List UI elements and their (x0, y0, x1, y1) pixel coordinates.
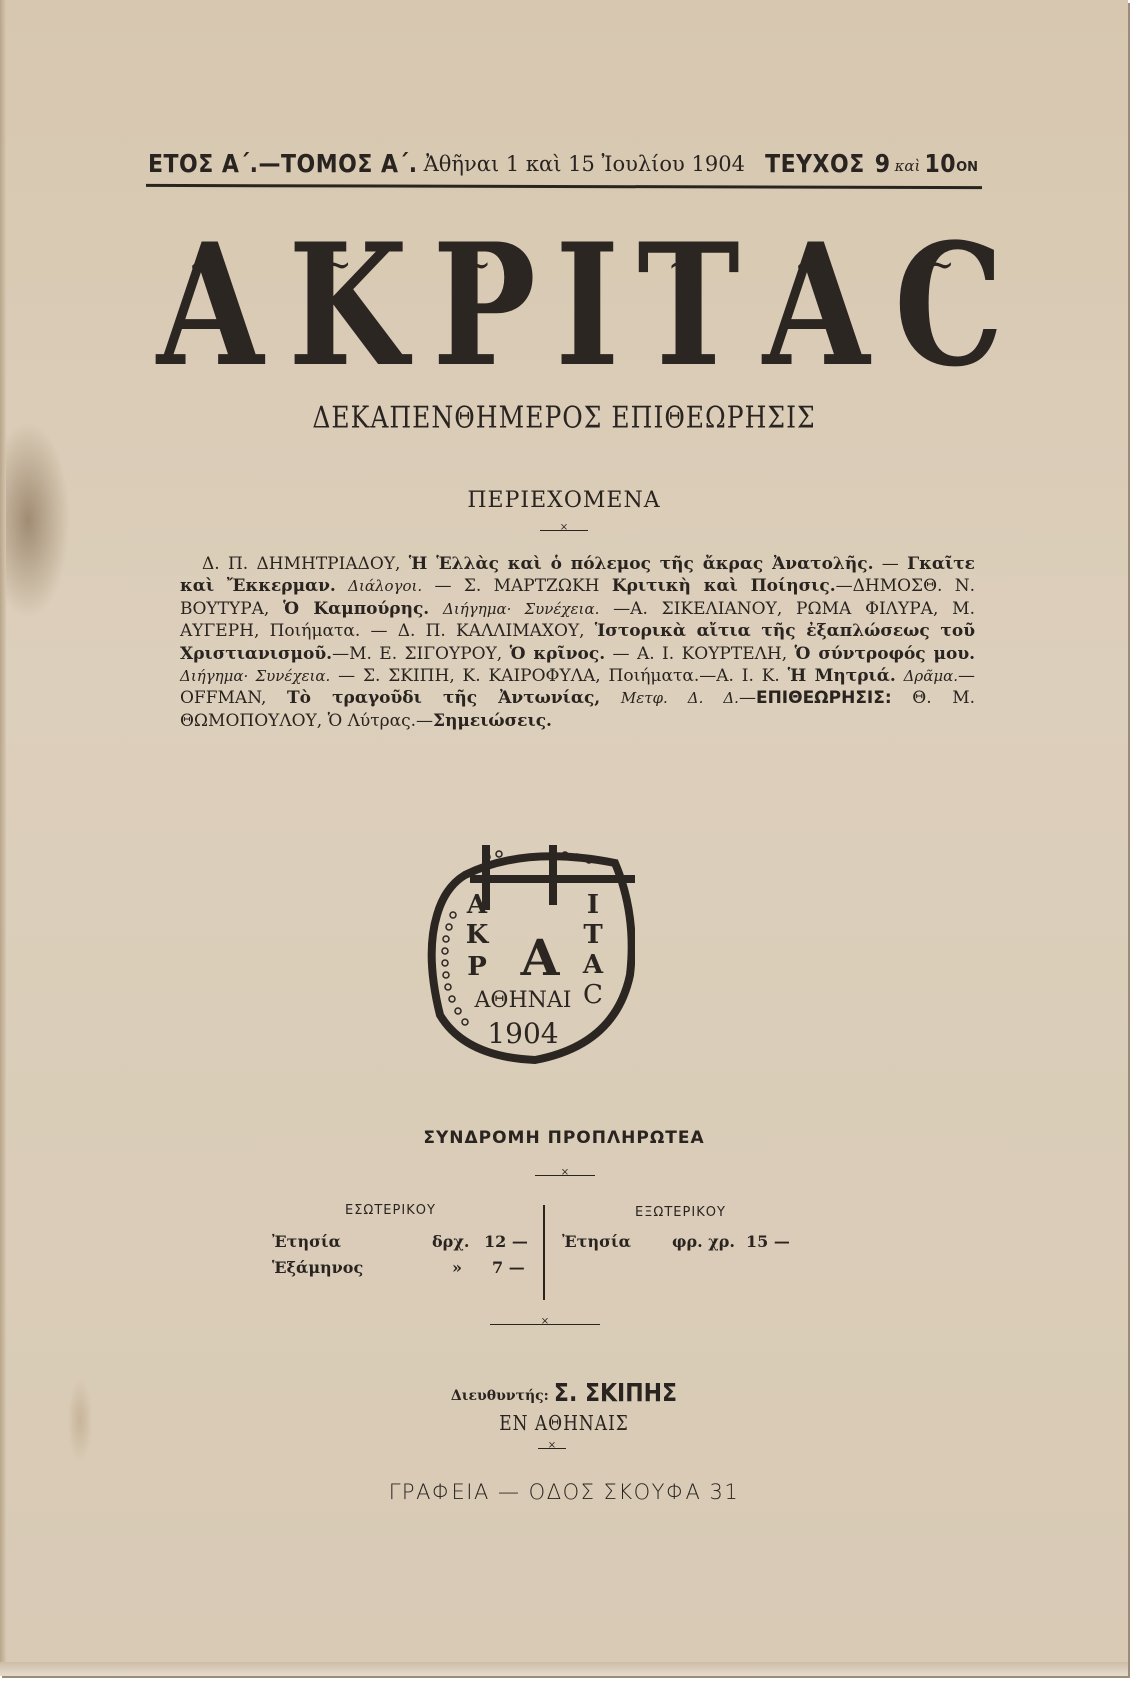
masthead-letter: ~ C (894, 230, 1004, 380)
contents-entry: Σ. ΣΚΙΠΗ, Κ. ΚΑΙΡΟΦΥΛΑ, Ποιήματα. (362, 666, 700, 687)
svg-text:Ι: Ι (586, 890, 600, 920)
masthead-letter: ~ Α (157, 230, 264, 380)
contents-entry: OFFMAN, Τὸ τραγοῦδι τῆς Ἀντωνίας, Μετφ. Δ. Δ. (180, 688, 739, 709)
svg-text:ΑΘΗΝΑΙ: ΑΘΗΝΑΙ (474, 988, 572, 1013)
contents-entry: Δ. Π. ΔΗΜΗΤΡΙΑΔΟΥ, Ἡ Ἑλλὰς καὶ ὁ πόλεμος τῆς ἄκρας Ἀνατολῆς. (202, 554, 874, 574)
masthead-letter: ~ Α (763, 230, 870, 380)
svg-text:1904: 1904 (487, 1017, 559, 1050)
subscription-title: ΣΥΝΔΡΟΜΗ ΠΡΟΠΛΗΡΩΤΕΑ (423, 1128, 705, 1148)
svg-text:Κ: Κ (465, 920, 489, 950)
ornament-divider (490, 1324, 600, 1325)
issue-second: 10 (924, 150, 957, 179)
contents-entry: Γκαῖτε καὶ Ἔκκερμαν. Διάλογοι. (180, 554, 976, 597)
year-label: ΕΤΟΣ Α΄. (148, 150, 259, 179)
masthead-letter: ~ Ι (555, 230, 619, 380)
ornament-divider (540, 530, 588, 531)
contents-list: Δ. Π. ΔΗΜΗΤΡΙΑΔΟΥ, Ἡ Ἑλλὰς καὶ ὁ πόλεμος τῆς ἄκρας Ἀνατολῆς. — Γκαῖτε καὶ Ἔκκερμαν. Διάλογοι. — Σ. ΜΑΡΤΖΩΚΗ Κριτικὴ καὶ Ποίησις.—ΔΗΜΟΣΘ. Ν. ΒΟΥΤΥΡΑ, Ὁ Καμπούρης. Διήγημα· Συνέχεια. —Α. ΣΙΚΕΛΙΑΝΟΥ, ΡΩΜΑ ΦΙΛΥΡΑ, Μ. ΑΥΓΕΡΗ, Ποιήματα. — Δ. Π. ΚΑΛΛΙΜΑΧΟΥ, Ἱστορικὰ αἴτια τῆς ἐξαπλώσεως τοῦ Χριστιανισμοῦ.—Μ. Ε. ΣΙΓΟΥΡΟΥ, Ὁ κρῖνος. — Α. Ι. ΚΟΥΡΤΕΛΗ, Ὁ σύντροφός μου. Διήγημα· Συνέχεια. — Σ. ΣΚΙΠΗ, Κ. ΚΑΙΡΟΦΥΛΑ, Ποιήματα.—Α. Ι. Κ. Ἡ Μητριά. Δρᾶμα.—OFFMAN, Τὸ τραγοῦδι τῆς Ἀντωνίας, Μετφ. Δ. Δ.—ΕΠΙΘΕΩΡΗΣΙΣ: Θ. Μ. ΘΩΜΟΠΟΥΛΟΥ, Ὁ Λύτρας.—Σημειώσεις. (180, 554, 976, 731)
page-bottom-edge (0, 1662, 1128, 1676)
masthead-title (145, 200, 1004, 404)
contents-title: ΠΕΡΙΕΧΟΜΕΝΑ (467, 488, 661, 513)
director-name: Σ. ΣΚΙΠΗΣ (553, 1379, 678, 1408)
masthead-letter: ~ Κ (289, 230, 409, 380)
domestic-row-semiannual: Ἑξάμηνος » 7 — (272, 1258, 525, 1277)
office-address: ΓΡΑΦΕΙΑ — ΟΔΟΣ ΣΚΟΥΦΑ 31 (388, 1480, 740, 1504)
issue-suffix: ΟΝ (956, 160, 978, 175)
domestic-heading: ΕΣΩΤΕΡΙΚΟΥ (345, 1203, 436, 1218)
contents-entry: Α. Ι. ΚΟΥΡΤΕΛΗ, Ὁ σύντροφός μου. Διήγημα· Συνέχεια. (180, 643, 976, 686)
subtitle: ΔΕΚΑΠΕΝΘΗΜΕΡΟΣ ΕΠΙΘΕΩΡΗΣΙΣ (312, 400, 816, 435)
svg-text:Τ: Τ (583, 920, 603, 950)
contents-entry: Δ. Π. ΚΑΛΛΙΜΑΧΟΥ, Ἱστορικὰ αἴτια τῆς ἐξαπλώσεως τοῦ Χριστιανισμοῦ. (180, 621, 975, 664)
svg-text:Α: Α (466, 890, 488, 920)
contents-entry: ΕΠΙΘΕΩΡΗΣΙΣ: Θ. Μ. ΘΩΜΟΠΟΥΛΟΥ, Ὁ Λύτρας. (180, 688, 976, 731)
contents-entry: Σ. ΜΑΡΤΖΩΚΗ Κριτικὴ καὶ Ποίησις. (463, 576, 836, 597)
foreign-heading: ΕΞΩΤΕΡΙΚΟΥ (635, 1205, 726, 1220)
column-divider (543, 1205, 545, 1300)
contents-entry: Α. Ι. Κ. Ἡ Μητριά. Δρᾶμα. (716, 666, 959, 687)
ornament-divider (535, 1175, 595, 1176)
svg-text:Α: Α (582, 950, 604, 980)
masthead-letter: ~ Ρ (433, 230, 537, 380)
masthead-letter: ~ Τ (638, 230, 741, 380)
volume-label: —ΤΟΜΟΣ Α΄. (258, 150, 418, 179)
cross-seal-icon (425, 845, 635, 1065)
issue-date: Ἀθῆναι 1 καὶ 15 Ἰουλίου 1904 (423, 152, 745, 176)
issue-first: 9 (874, 150, 891, 179)
foreign-row-annual: Ἐτησία φρ. χρ. 15 — (562, 1232, 790, 1251)
issue-label: ΤΕΥΧΟΣ (765, 150, 865, 179)
domestic-row-annual: Ἐτησία δρχ. 12 — (272, 1232, 528, 1251)
contents-entry: Σημειώσεις. (433, 710, 552, 731)
svg-text:Α: Α (520, 928, 560, 987)
contents-entry: ΔΗΜΟΣΘ. Ν. ΒΟΥΤΥΡΑ, Ὁ Καμπούρης. Διήγημα· Συνέχεια. (180, 576, 976, 619)
director-line (0, 1381, 1128, 1406)
contents-entry: Α. ΣΙΚΕΛΙΑΝΟΥ, ΡΩΜΑ ΦΙΛΥΡΑ, Μ. ΑΥΓΕΡΗ, Ποιήματα. (180, 598, 975, 642)
issue-conj: καὶ (894, 157, 921, 175)
ornament-divider (538, 1448, 566, 1449)
svg-text:Ρ: Ρ (467, 952, 487, 982)
publication-city: ΕΝ ΑΘΗΝΑΙΣ (499, 1412, 629, 1436)
director-label: Διευθυντής: (450, 1388, 549, 1404)
svg-text:C: C (583, 980, 603, 1010)
contents-entry: Μ. Ε. ΣΙΓΟΥΡΟΥ, Ὁ κρῖνος. (349, 643, 606, 664)
